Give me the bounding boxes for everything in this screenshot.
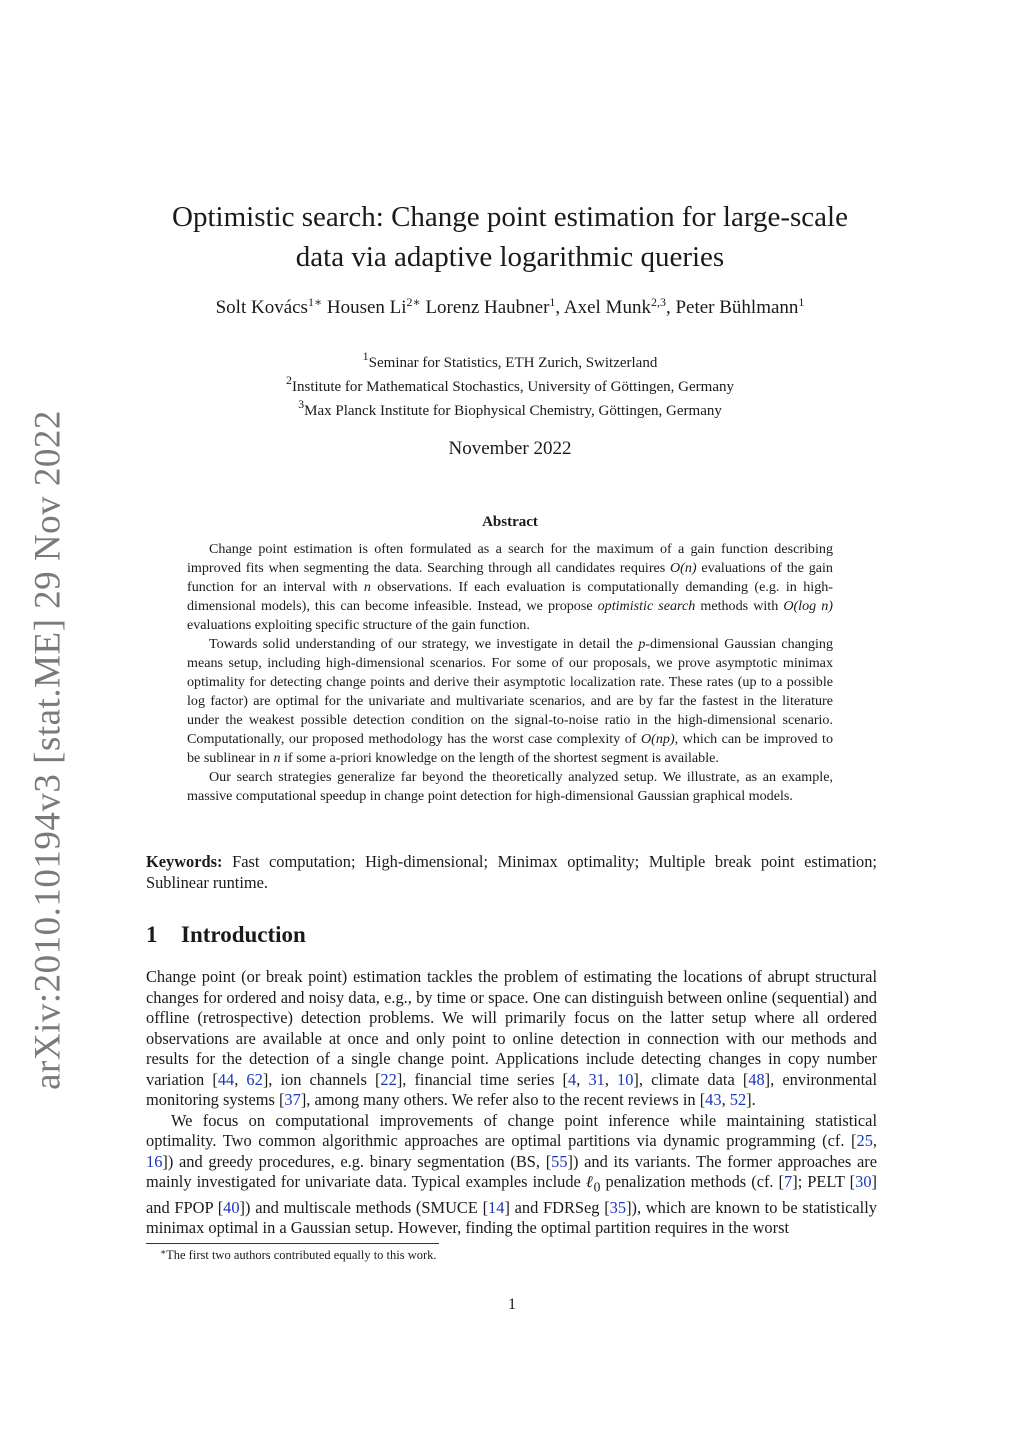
page-number: 1 [508, 1296, 516, 1313]
citation-link[interactable]: 4 [568, 1069, 577, 1089]
affiliation: $^3$Max Planck Institute for Biophysical Chemistry, Göttingen, Germany [298, 397, 722, 419]
paper-title [120, 197, 900, 277]
body-paragraph: We focus on computational improvements of change point inference while maintaining statistical optimality. Two common algorithmic approaches are optimal partitions via dynamic programming (cf. [25, 16]) and greedy procedures, e.g. binary segmentation (BS, [55]) and its variants. The former approaches are mainly investigated for univariate data. Typical examples include ℓ$_0$ penalization methods (cf. [7]; PELT [30] and FPOP [40]) and multiscale methods (SMUCE [14] and FDRSeg [35]), which are known to be statistically minimax optimal in a Gaussian setup. However, finding the optimal partition requires in the worst [146, 1110, 877, 1238]
abstract-heading: Abstract [482, 514, 538, 530]
author: Housen $Li^{2∗}$ [326, 295, 421, 318]
author-list [120, 295, 900, 321]
citation-link[interactable]: 22 [380, 1069, 397, 1089]
citation-link[interactable]: 30 [855, 1172, 872, 1191]
author: Axel Munk$^{2,3}$, [563, 295, 676, 318]
abstract-paragraph: Towards solid understanding of our strategy, we investigate in detail the p-dimensional Gaussian changing means setup, including high-dimensional scenarios. For some of our proposals, we prove asymptotic minimax optimality for detecting change points and derive their asymptotic localization rate. These rates (up to a possible log factor) are optimal for the univariate and multivariate scenarios, and are by far the fastest in the literature under the weakest possible detection condition on the signal-to-noise ratio in the high-dimensional scenario. Computationally, our proposed methodology has the worst case complexity of O(np), which can be improved to be sublinear in n if some a-priori knowledge on the length of the shortest segment is available. [187, 636, 833, 766]
citation-link[interactable]: 37 [284, 1090, 301, 1109]
keywords-label: Keywords: [146, 852, 223, 871]
footnote-divider [146, 1243, 439, 1244]
author: Peter Bühlmann$^1$ [675, 295, 805, 318]
citation-link[interactable]: 16 [146, 1151, 163, 1171]
citation-link[interactable]: 43 [705, 1090, 722, 1109]
affiliations [120, 351, 900, 423]
affiliation: $^1$Seminar for Statistics, ETH Zurich, Switzerland [362, 349, 658, 371]
citation-link[interactable]: 25 [856, 1131, 873, 1150]
citation-link[interactable]: 31 [588, 1069, 605, 1089]
citation-link[interactable]: 35 [609, 1197, 627, 1217]
citation-link[interactable]: 44 [217, 1069, 235, 1089]
section-number: 1 [146, 922, 158, 947]
body-paragraph: Change point (or break point) estimation tackles the problem of estimating the locations of abrupt structural changes for ordered and noisy data, e.g., by time or space. One can distinguish between online (sequential) and offline (retrospective) detection problems. We will primarily focus on the latter setup where all ordered observations are available at once and only point to online detection in connection with our methods and results for the detection of a single change point. Applications include detecting changes in copy number variation [44, 62], ion channels [22], financial time series [4, 31, 10], climate data [48], environmental monitoring systems [37], among many others. We refer also to the recent reviews in [43, 52]. [146, 967, 877, 1109]
citation-link[interactable]: 55 [551, 1151, 568, 1171]
citation-link[interactable]: 52 [729, 1090, 747, 1109]
affiliation: $^2$Institute for Mathematical Stochastics, University of Göttingen, Germany [286, 373, 734, 395]
abstract-paragraph: Change point estimation is often formulated as a search for the maximum of a gain function describing improved fits when segmenting the data. Searching through all candidates requires O(n) evaluations of the gain function for an interval with n observations. If each evaluation is computationally demanding (e.g. in high-dimensional models), this can become infeasible. Instead, we propose optimistic search methods with O(log n) evaluations exploiting specific structure of the gain function. [187, 541, 833, 633]
keywords [146, 851, 877, 893]
section-heading [146, 922, 306, 948]
title-line-1: Optimistic search: Change point estimation for large-scale [172, 201, 848, 233]
citation-link[interactable]: 40 [223, 1197, 240, 1217]
citation-link[interactable]: 7 [784, 1172, 793, 1191]
author: Solt Kovács$^{1∗}$ [215, 295, 323, 318]
citation-link[interactable]: 10 [617, 1069, 634, 1089]
citation-link[interactable]: 62 [246, 1069, 263, 1089]
introduction-body [146, 967, 877, 1239]
keywords-text: Fast computation; High-dimensional; Minimax optimality; Multiple break point estimation; Sublinear runtime. [146, 852, 877, 892]
title-line-2: data via adaptive logarithmic queries [295, 241, 725, 273]
arxiv-identifier-text: arXiv:2010.10194v3 [stat.ME] 29 Nov 2022 [27, 410, 69, 1090]
citation-link[interactable]: 14 [488, 1197, 505, 1217]
citation-link[interactable]: 48 [748, 1069, 765, 1089]
footnote: ∗The first two authors contributed equally to this work. [160, 1247, 437, 1262]
section-title: Introduction [181, 922, 306, 947]
abstract-body [187, 540, 833, 806]
author: Lorenz Haubner$^1$, [425, 295, 564, 318]
abstract-paragraph: Our search strategies generalize far beyond the theoretically analyzed setup. We illustrate, as an example, massive computational speedup in change point detection for high-dimensional Gaussian graphical models. [187, 769, 833, 804]
publication-date: November 2022 [448, 438, 572, 459]
